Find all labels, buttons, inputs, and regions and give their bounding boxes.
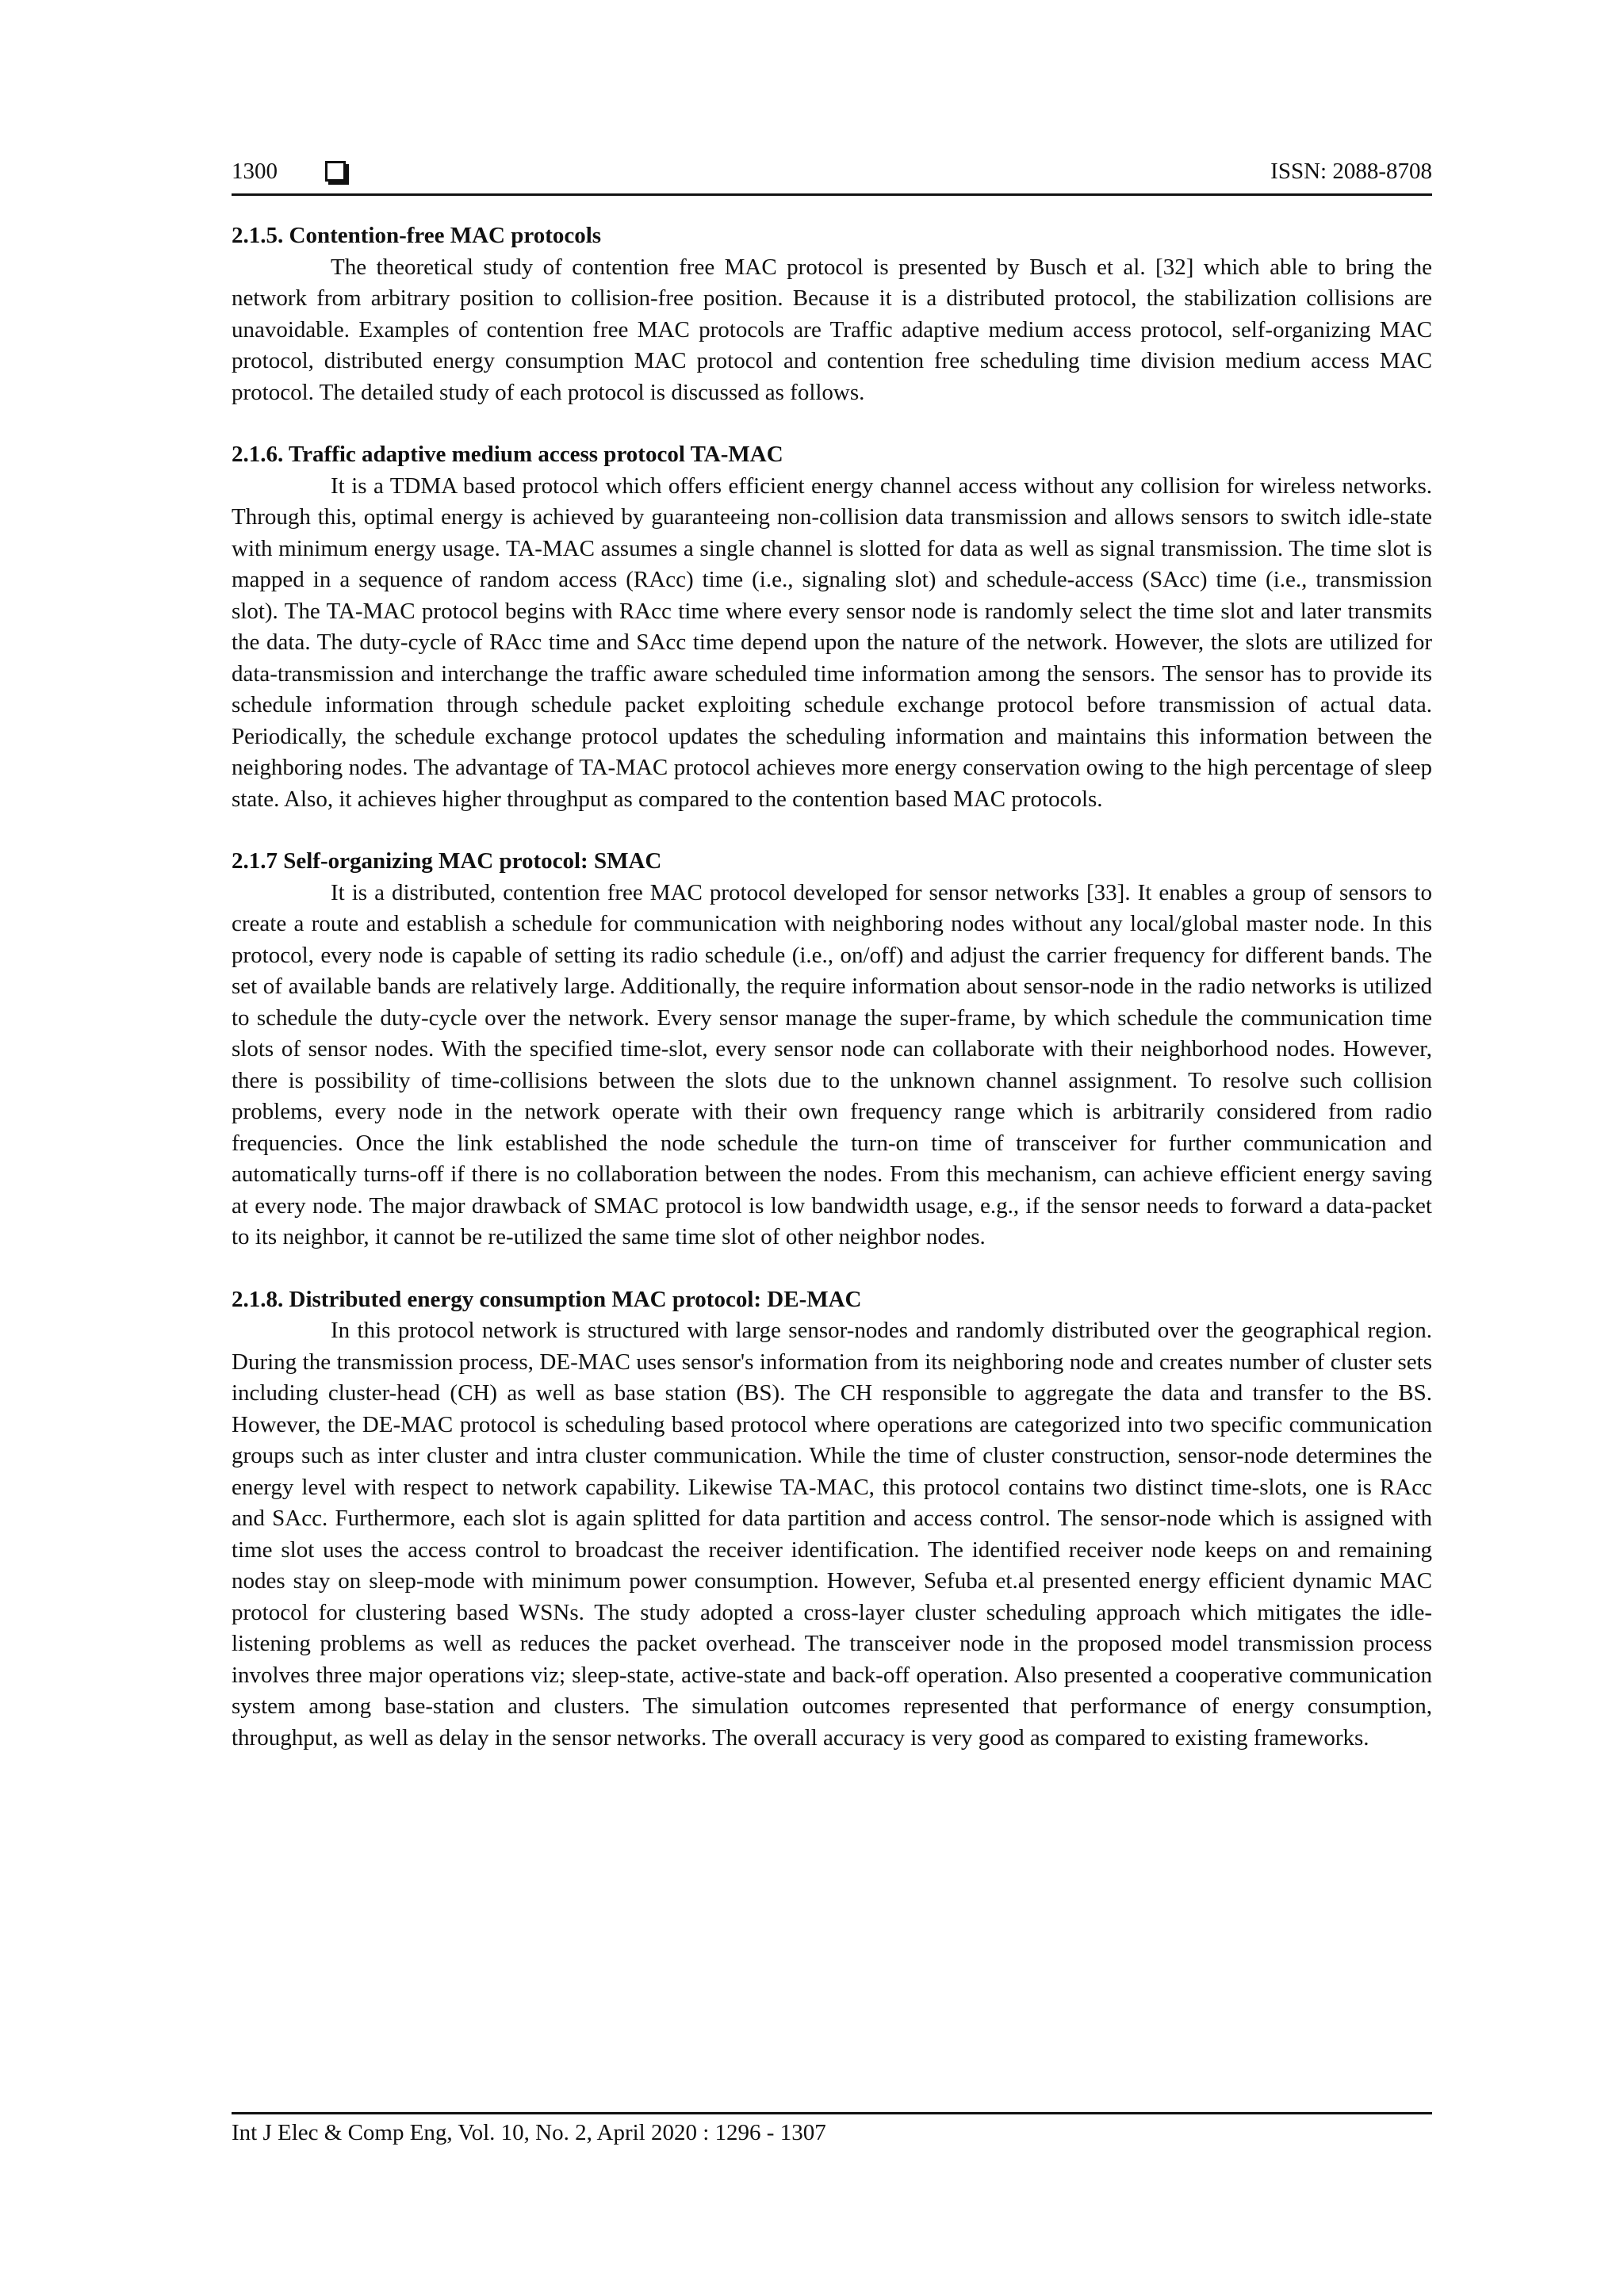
section-contention-free <box>232 220 1432 408</box>
page-header <box>232 155 1432 187</box>
header-divider <box>232 193 1432 196</box>
section-paragraph: It is a distributed, contention free MAC protocol developed for sensor networks [33]. It enables a group of sensors to create a route and establish a schedule for communication with neighboring nodes without any local/global master node. In this protocol, every node is capable of setting its radio schedule (i.e., on/off) and adjust the carrier frequency for different bands. The set of available bands are relatively large. Additionally, the require information about sensor-node in the radio networks is utilized to schedule the duty-cycle over the network. Every sensor manage the super-frame, by which schedule the communication time slots of sensor nodes. With the specified time-slot, every sensor node can collaborate with their neighborhood nodes. However, there is possibility of time-collisions between the slots due to the unknown channel assignment. To resolve such collision problems, every node in the network operate with their own frequency range which is arbitrarily considered from radio frequencies. Once the link established the node schedule the turn-on time of transceiver for further communication and automatically turns-off if there is no collaboration between the nodes. From this mechanism, can achieve efficient energy saving at every node. The major drawback of SMAC protocol is low bandwidth usage, e.g., if the sensor needs to forward a data-packet to its neighbor, it cannot be re-utilized the same time slot of other neighbor nodes. <box>232 879 1432 1249</box>
section-paragraph: The theoretical study of contention free MAC protocol is presented by Busch et al. [32] which able to bring the network from arbitrary position to collision-free position. Because it is a distributed protocol, the stabilization collisions are unavoidable. Examples of contention free MAC protocols are Traffic adaptive medium access protocol, self-organizing MAC protocol, distributed energy consumption MAC protocol and contention free scheduling time division medium access MAC protocol. The detailed study of each protocol is discussed as follows. <box>232 254 1432 405</box>
page-content <box>232 220 1432 1785</box>
square-bullet-icon <box>325 161 346 182</box>
page-footer-citation: Int J Elec & Comp Eng, Vol. 10, No. 2, April 2020 : 1296 - 1307 <box>232 2120 826 2145</box>
section-de-mac <box>232 1284 1432 1755</box>
section-heading: 2.1.7 Self-organizing MAC protocol: SMAC <box>232 848 662 874</box>
section-heading: 2.1.6. Traffic adaptive medium access protocol TA-MAC <box>232 442 783 467</box>
section-heading: 2.1.8. Distributed energy consumption MAC protocol: DE-MAC <box>232 1286 862 1312</box>
section-paragraph: In this protocol network is structured with large sensor-nodes and randomly distributed over the geographical region. During the transmission process, DE-MAC uses sensor's information from its neighboring node and creates number of cluster sets including cluster-head (CH) as well as base station (BS). The CH responsible to aggregate the data and transfer to the BS. However, the DE-MAC protocol is scheduling based protocol where operations are categorized into two specific communication groups such as inter cluster and intra cluster communication. While the time of cluster construction, sensor-node determines the energy level with respect to network capability. Likewise TA-MAC, this protocol contains two distinct time-slots, one is RAcc and SAcc. Furthermore, each slot is again splitted for data partition and access control. The sensor-node which is assigned with time slot uses the access control to broadcast the receiver identification. The identified receiver node keeps on and remaining nodes stay on sleep-mode with minimum power consumption. However, Sefuba et.al presented energy efficient dynamic MAC protocol for clustering based WSNs. The study adopted a cross-layer cluster scheduling approach which mitigates the idle-listening problems as well as reduces the packet overhead. The transceiver node in the proposed model transmission process involves three major operations viz; sleep-state, active-state and back-off operation. Also presented a cooperative communication system among base-station and clusters. The simulation outcomes represented that performance of energy consumption, throughput, as well as delay in the sensor networks. The overall accuracy is very good as compared to existing frameworks. <box>232 1318 1432 1751</box>
document-page <box>232 0 1432 2296</box>
section-paragraph: It is a TDMA based protocol which offers efficient energy channel access without any collision for wireless networks. Through this, optimal energy is achieved by guaranteeing non-collision data transmission and allows sensors to switch idle-state with minimum energy usage. TA-MAC assumes a single channel is slotted for data as well as signal transmission. The time slot is mapped in a sequence of random access (RAcc) time (i.e., signaling slot) and schedule-access (SAcc) time (i.e., transmission slot). The TA-MAC protocol begins with RAcc time where every sensor node is randomly select the time slot and later transmits the data. The duty-cycle of RAcc time and SAcc time depend upon the nature of the network. However, the slots are utilized for data-transmission and interchange the traffic aware scheduled time information among the sensors. The sensor has to provide its schedule information through schedule packet exploiting schedule exchange protocol before transmission of actual data. Periodically, the schedule exchange protocol updates the scheduling information and maintains this information between the neighboring nodes. The advantage of TA-MAC protocol achieves more energy conservation owing to the high percentage of sleep state. Also, it achieves higher throughput as compared to the contention based MAC protocols. <box>232 473 1432 812</box>
page-number: 1300 <box>232 159 278 184</box>
section-ta-mac <box>232 439 1432 815</box>
journal-issn: ISSN: 2088-8708 <box>1270 159 1432 184</box>
section-heading: 2.1.5. Contention-free MAC protocols <box>232 223 602 248</box>
footer-divider <box>232 2112 1432 2114</box>
section-smac <box>232 846 1432 1253</box>
